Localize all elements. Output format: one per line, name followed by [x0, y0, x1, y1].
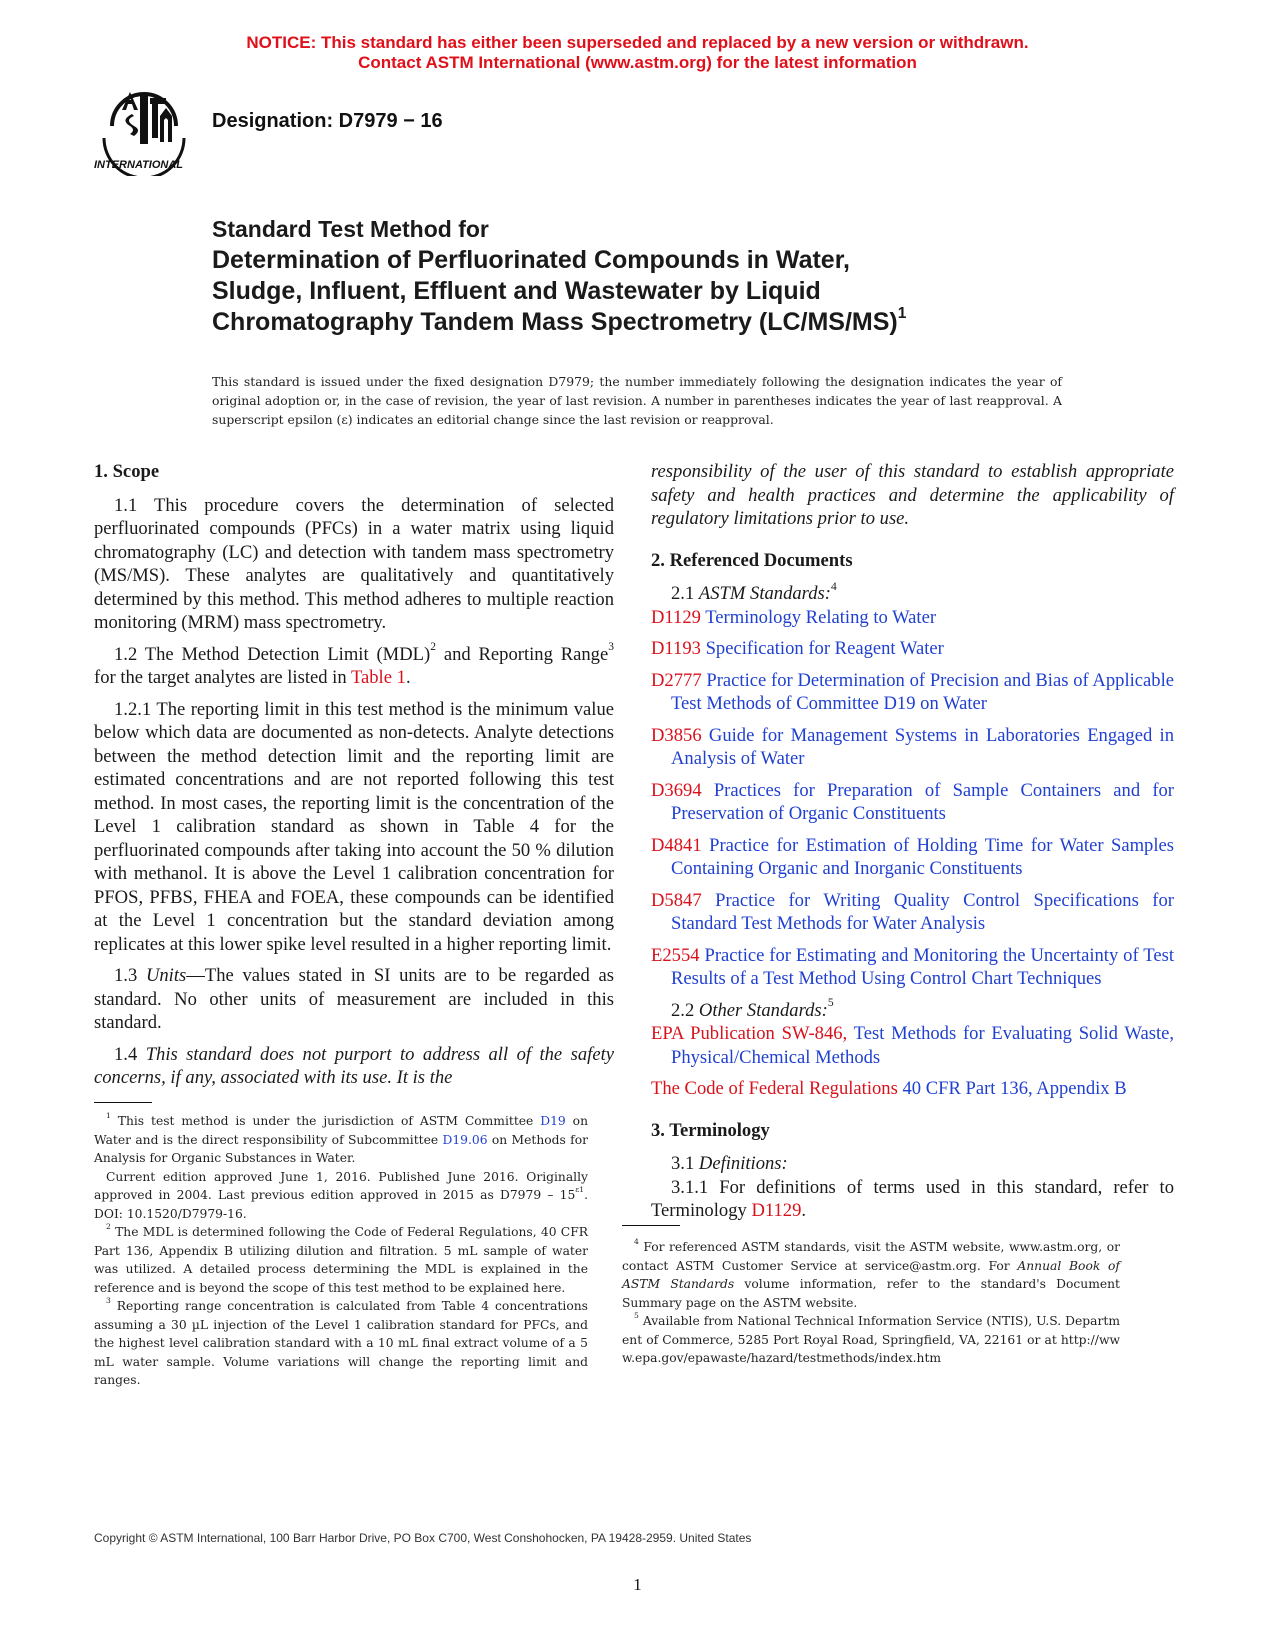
copyright-footer: Copyright © ASTM International, 100 Barr Harbor Drive, PO Box C700, West Conshohocken, PA 19428-2959. United States: [94, 1531, 752, 1545]
ref-item[interactable]: D2777 Practice for Determination of Precision and Bias of Applicable Test Methods of Committee D19 on Water: [651, 669, 1174, 714]
footnote-2: $^2$ The MDL is determined following the Code of Federal Regulations, 40 CFR Part 136, Appendix B utilizing dilution and filtration. 5 mL sample of water was utilized. A detailed process determining the MDL is explained in the reference and is beyond the scope of this test method to be explained here.: [94, 1222, 588, 1295]
right-column: [651, 460, 1174, 1231]
footnote-divider-right: [622, 1225, 680, 1226]
title-line-2: Determination of Perfluorinated Compounds in Water,: [212, 246, 851, 274]
ref-item[interactable]: D3856 Guide for Management Systems in Laboratories Engaged in Analysis of Water: [651, 724, 1174, 769]
footnotes-right: [622, 1238, 1120, 1368]
para-1-2: 1.2 The Method Detection Limit (MDL)$^2$ and Reporting Range$^3$ for the target analytes are listed in Table 1.: [94, 641, 614, 688]
ref-item-cfr[interactable]: The Code of Federal Regulations 40 CFR Part 136, Appendix B: [651, 1078, 1127, 1099]
title-line-3: Sludge, Influent, Effluent and Wastewater by Liquid: [212, 277, 821, 305]
d1129-link[interactable]: D1129: [751, 1200, 802, 1221]
para-1-4-continued: responsibility of the user of this standard to establish appropriate safety and health practices and determine the applicability of regulatory limitations prior to use.: [651, 461, 1174, 529]
footnote-3: $^3$ Reporting range concentration is calculated from Table 4 concentrations assuming a 30 µL injection of the Level 1 calibration standard for PFCs, and the highest level calibration standard with a 10 mL final extract volume of a 5 mL water sample. Volume variations will change the reporting limit and ranges.: [94, 1296, 588, 1387]
para-1-1: 1.1 This procedure covers the determination of selected perfluorinated compounds (PFCs) in a water matrix using liquid chromatography (LC) and detection with tandem mass spectrometry (MS/MS). These analytes are qualitatively and quantitatively determined by this method. This method adheres to multiple reaction monitoring (MRM) mass spectrometry.: [94, 494, 614, 633]
ref-item[interactable]: E2554 Practice for Estimating and Monitoring the Uncertainty of Test Results of a Test Method Using Control Chart Techniques: [651, 944, 1174, 989]
document-title: [212, 214, 1072, 338]
footnote-divider-left: [94, 1102, 152, 1103]
footnote-ref-3[interactable]: 3: [608, 641, 614, 654]
ref-item-epa[interactable]: EPA Publication SW-846, Test Methods for Evaluating Solid Waste, Physical/Chemical Methods: [651, 1023, 1175, 1068]
logo-international-text: INTERNATIONAL: [94, 159, 184, 171]
ref-item[interactable]: D1129 Terminology Relating to Water: [651, 606, 937, 628]
para-1-2-1: 1.2.1 The reporting limit in this test method is the minimum value below which data are documented as non-detects. Analyte detections between the method detection limit and the reporting limit are estimated concentrations and are not reported following this test method. In most cases, the reporting limit is the concentration of the Level 1 calibration standard as shown in Table 4 for the perfluorinated compounds after taking into account the 50 % dilution with methanol. It is above the Level 1 calibration concentration for PFOS, PFBS, FHEA and FOEA, these compounds can be identified at the Level 1 concentration but the standard deviation among replicates at this lower spike level resulted in a higher reporting limit.: [94, 698, 614, 955]
page-number: 1: [633, 1575, 642, 1594]
footnote-1: $^1$ This test method is under the jurisdiction of ASTM Committee D19 on Water and is the direct responsibility of Subcommittee D19.06 on Methods for Analysis for Organic Substances in Water.: [94, 1111, 588, 1165]
designation: Designation: D7979 − 16: [212, 110, 443, 132]
ref-item[interactable]: D5847 Practice for Writing Quality Control Specifications for Standard Test Methods for Water Analysis: [651, 889, 1174, 934]
committee-d19-link[interactable]: D19: [540, 1114, 566, 1128]
edition-note: Current edition approved June 1, 2016. Published June 2016. Originally approved in 2004. Last previous edition approved in 2015 as $D7979 - 15^{\varepsilon 1}$. DOI: 10.1520/D7979-16.: [94, 1169, 588, 1221]
para-1-4: 1.4 This standard does not purport to address all of the safety concerns, if any, associated with its use. It is the: [94, 1043, 614, 1088]
withdrawal-notice: [0, 33, 1275, 73]
ref-item[interactable]: D3694 Practices for Preparation of Sample Containers and for Preservation of Organic Constituents: [651, 779, 1174, 824]
section-3-heading: 3. Terminology: [651, 1119, 770, 1141]
astm-logo: [94, 86, 194, 176]
subsection-2-2: 2.2 Other Standards:$^5$: [671, 997, 834, 1021]
table-1-link[interactable]: Table 1: [350, 667, 406, 688]
issued-note: This standard is issued under the fixed designation D7979; the number immediately following the designation indicates the year of original adoption or, in the case of revision, the year of last revision. A number in parentheses indicates the year of last reapproval. A superscript epsilon (ε) indicates an editorial change since the last revision or reapproval.: [212, 374, 1062, 427]
footnote-5: $^5$ Available from National Technical Information Service (NTIS), U.S. Department of Commerce, 5285 Port Royal Road, Springfield, VA, 22161 or at http://www.epa.gov/epawaste/hazard/testmethods/index.htm: [622, 1311, 1120, 1365]
subcommittee-link[interactable]: D19.06: [442, 1132, 488, 1147]
para-1-3: 1.3 Units—The values stated in SI units are to be regarded as standard. No other units of measurement are included in this standard.: [94, 965, 615, 1033]
left-column: [94, 460, 614, 1090]
notice-line-2: Contact ASTM International (www.astm.org) for the latest information: [358, 53, 917, 72]
section-2-heading: 2. Referenced Documents: [651, 549, 853, 571]
notice-line-1: NOTICE: This standard has either been superseded and replaced by a new version or withdrawn.: [246, 33, 1029, 52]
ref-item[interactable]: D4841 Practice for Estimation of Holding Time for Water Samples Containing Organic and Inorganic Constituents: [651, 834, 1174, 879]
subsection-2-1: 2.1 ASTM Standards:$^4$: [671, 580, 837, 604]
title-line-4: Chromatography Tandem Mass Spectrometry $(LC/MS/MS)^1$: [212, 304, 907, 336]
title-footnote-ref[interactable]: 1: [897, 304, 907, 322]
para-3-1-1: 3.1.1 For definitions of terms used in this standard, refer to Terminology D1129.: [651, 1176, 1174, 1221]
other-standards-list: [651, 1022, 1174, 1101]
title-line-1: Standard Test Method for: [212, 216, 489, 242]
footnote-ref-2[interactable]: 2: [430, 641, 436, 654]
section-1-heading: 1. Scope: [94, 461, 160, 482]
footnotes-left: [94, 1112, 588, 1390]
ref-item[interactable]: D1193 Specification for Reagent Water: [651, 638, 944, 659]
subsection-3-1: 3.1 Definitions:: [671, 1153, 788, 1174]
astm-standards-list: [651, 606, 1174, 991]
footnote-4: $^4$ For referenced ASTM standards, visit the ASTM website, www.astm.org, or contact ASTM Customer Service at service@astm.org. For Annual Book of ASTM Standards volume information, refer to the standard's Document Summary page on the ASTM website.: [622, 1237, 1120, 1310]
